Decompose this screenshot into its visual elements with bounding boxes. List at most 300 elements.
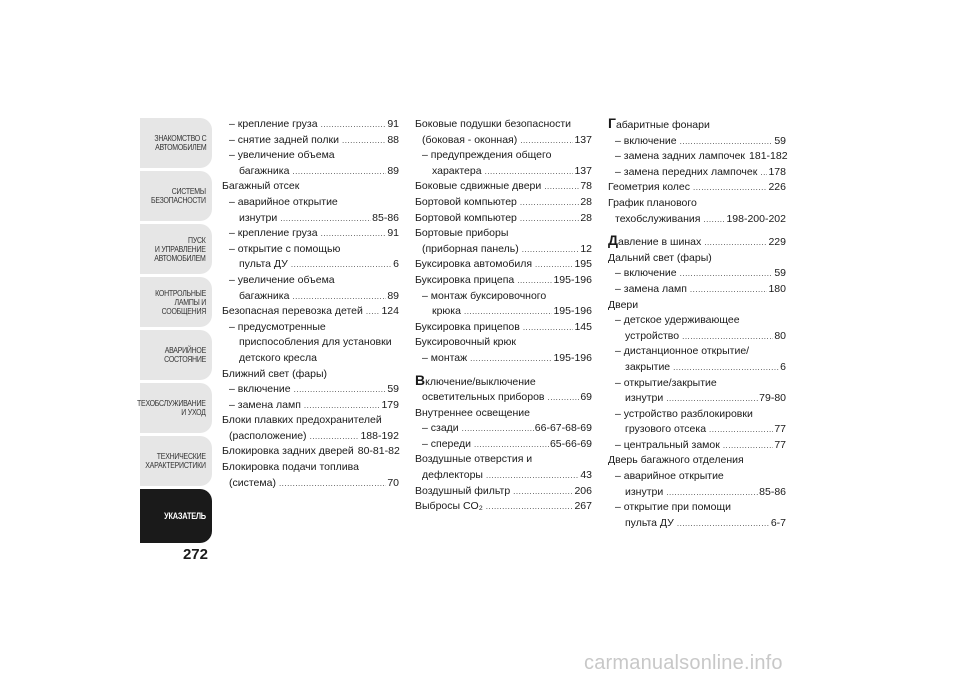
index-entry — [415, 117, 592, 148]
index-term — [608, 251, 712, 267]
index-page-ref[interactable]: 206 — [574, 484, 592, 497]
index-term — [239, 289, 289, 305]
dot-leader — [520, 133, 573, 149]
dot-leader — [760, 165, 767, 181]
index-page-ref[interactable]: 80 — [774, 329, 786, 342]
index-entry — [415, 499, 592, 515]
index-page-ref[interactable]: 137 — [574, 133, 592, 146]
section-sidebar — [137, 118, 212, 546]
index-term-text: (приборная панель) — [422, 242, 519, 255]
index-line — [222, 257, 399, 273]
dot-leader — [693, 180, 767, 196]
index-entry — [608, 469, 786, 500]
index-entry — [222, 382, 399, 398]
index-line — [608, 234, 786, 251]
index-term-text: Бортовой компьютер — [415, 211, 517, 224]
index-term — [415, 195, 517, 211]
index-term — [229, 148, 335, 164]
index-line — [415, 257, 592, 273]
index-term-text: Внутреннее освещение — [415, 406, 530, 419]
index-term — [625, 329, 679, 345]
index-page-ref[interactable]: 59 — [387, 383, 399, 396]
index-line — [415, 289, 592, 305]
index-term-text: – крепление груза — [229, 227, 318, 240]
index-page-ref[interactable]: 70 — [387, 476, 399, 489]
index-term — [222, 460, 359, 476]
index-term — [239, 164, 289, 180]
index-page-ref[interactable]: 179 — [381, 398, 399, 411]
index-line — [415, 351, 592, 367]
index-term-text: – предусмотренные — [229, 320, 326, 333]
dot-leader — [470, 351, 552, 367]
section-initial-letter: В — [415, 371, 426, 388]
index-term — [229, 320, 326, 336]
dot-leader — [703, 212, 725, 228]
index-entry — [222, 273, 399, 304]
index-term-text: (система) — [229, 476, 276, 489]
section-initial-letter: Г — [608, 115, 616, 131]
index-term-text: Блоки плавких предохранителей — [222, 414, 382, 427]
index-term — [415, 484, 510, 500]
index-line — [608, 516, 786, 532]
index-term — [608, 234, 701, 251]
index-page-ref[interactable]: 226 — [768, 181, 786, 194]
dot-leader — [342, 133, 386, 149]
section-tab-5[interactable] — [140, 330, 212, 380]
index-entry — [608, 407, 786, 438]
index-term-text: (расположение) — [229, 429, 307, 442]
page-number: 272 — [182, 546, 208, 563]
index-entry — [608, 149, 786, 165]
index-term — [422, 437, 471, 453]
dot-leader — [321, 117, 387, 133]
index-line — [415, 179, 592, 195]
index-entry — [415, 421, 592, 437]
index-line — [222, 382, 399, 398]
index-term — [415, 335, 516, 351]
dot-leader — [321, 226, 387, 242]
index-column-3 — [608, 117, 786, 531]
index-term — [239, 335, 392, 351]
index-line — [415, 371, 592, 391]
dot-leader — [666, 485, 758, 501]
index-term — [615, 344, 749, 360]
index-term — [229, 382, 291, 398]
index-page-ref[interactable]: 85-86 — [759, 485, 786, 498]
index-line — [222, 413, 399, 429]
index-line — [415, 452, 592, 468]
index-term — [229, 117, 318, 133]
index-term — [415, 257, 532, 273]
index-entry — [222, 398, 399, 414]
index-term — [239, 257, 288, 273]
index-page-ref[interactable]: 6 — [780, 360, 786, 373]
index-entry — [608, 344, 786, 375]
index-entry — [222, 242, 399, 273]
index-term — [608, 196, 697, 212]
index-entry — [222, 413, 399, 444]
index-page-ref[interactable]: 89 — [387, 289, 399, 302]
index-page-ref[interactable]: 91 — [387, 118, 399, 130]
index-entry — [608, 376, 786, 407]
index-term — [615, 500, 731, 516]
index-page-ref[interactable]: 91 — [387, 227, 399, 240]
dot-leader — [474, 437, 549, 453]
index-term-text: – сзади — [422, 422, 459, 435]
dot-leader — [292, 289, 386, 305]
index-term-text: – крепление груза — [229, 118, 318, 130]
index-term-text: Безопасная перевозка детей — [222, 305, 363, 318]
index-term-text: – включение — [615, 267, 677, 280]
index-term-text: Буксировка прицепа — [415, 273, 515, 286]
index-entry — [608, 117, 786, 134]
index-term-text: багажника — [239, 164, 290, 177]
dot-leader — [486, 499, 574, 515]
index-term — [422, 468, 483, 484]
index-term-text: – центральный замок — [615, 438, 720, 451]
section-tab-label: СИСТЕМЫ БЕЗОПАСНОСТИ — [151, 186, 206, 205]
index-term — [222, 179, 299, 195]
index-term — [415, 273, 514, 289]
index-entry — [222, 179, 399, 195]
index-term-text: – замена ламп — [229, 398, 301, 411]
index-page-ref[interactable]: 180 — [768, 282, 786, 295]
index-term — [608, 298, 638, 314]
index-term — [615, 266, 677, 282]
index-term-text: изнутри — [625, 485, 664, 498]
index-term — [415, 226, 508, 242]
index-line — [608, 391, 786, 407]
index-term-text: Выбросы CO₂ — [415, 500, 483, 513]
index-page-ref[interactable]: 78 — [580, 180, 592, 193]
index-line — [415, 335, 592, 351]
index-page-ref[interactable]: 6 — [393, 258, 399, 271]
dot-leader — [535, 257, 573, 273]
index-line — [222, 367, 399, 383]
index-term-text: авление в шинах — [617, 236, 702, 249]
index-term-text: Бортовые приборы — [415, 227, 509, 240]
index-line — [415, 133, 592, 149]
dot-leader — [520, 195, 579, 211]
index-entry — [415, 484, 592, 500]
index-term — [625, 360, 670, 376]
dot-leader — [548, 390, 580, 406]
index-term — [615, 165, 757, 181]
dot-leader — [520, 211, 579, 227]
index-entry — [222, 367, 399, 383]
index-entry — [415, 335, 592, 351]
index-page-ref[interactable]: 195-196 — [553, 273, 592, 286]
index-line — [222, 304, 399, 320]
dot-leader — [292, 164, 386, 180]
index-line — [222, 195, 399, 211]
section-tab-2[interactable] — [140, 171, 212, 221]
index-line — [415, 211, 592, 227]
index-page-ref[interactable]: 188-192 — [360, 429, 399, 442]
index-line — [608, 298, 786, 314]
index-term — [229, 476, 276, 492]
index-line — [222, 211, 399, 227]
index-term-text: Буксировка автомобиля — [415, 258, 533, 271]
index-term-text: Блокировка задних дверей — [222, 445, 354, 458]
index-page-ref[interactable]: 178 — [768, 165, 786, 178]
index-term-text: Дверь багажного отделения — [608, 454, 744, 467]
index-entry — [608, 453, 786, 469]
index-page-ref[interactable]: 85-86 — [372, 211, 399, 224]
index-line — [415, 437, 592, 453]
index-term-text: пульта ДУ — [625, 516, 674, 529]
index-term — [625, 422, 706, 438]
index-term — [415, 117, 571, 133]
index-term-text: (боковая - оконная) — [422, 133, 518, 146]
index-term-text: – дистанционное открытие/ — [615, 345, 750, 358]
index-line — [222, 320, 399, 336]
index-line — [608, 165, 786, 181]
index-page-ref[interactable]: 43 — [580, 469, 592, 482]
index-page-ref[interactable]: 267 — [574, 500, 592, 513]
index-page-ref[interactable]: 77 — [774, 423, 786, 436]
dot-leader — [280, 211, 371, 227]
index-page-ref[interactable]: 79-80 — [759, 392, 786, 405]
index-term-text: устройство — [625, 329, 680, 342]
index-entry — [608, 298, 786, 314]
index-line — [415, 390, 592, 406]
dot-leader — [291, 257, 392, 273]
index-page-ref[interactable]: 145 — [574, 320, 592, 333]
index-line — [608, 407, 786, 423]
index-entry — [222, 117, 399, 133]
index-column-1 — [222, 117, 399, 491]
index-term-text: – замена ламп — [615, 282, 687, 295]
index-term — [229, 226, 318, 242]
dot-leader — [682, 329, 773, 345]
index-term — [608, 453, 744, 469]
index-entry — [222, 133, 399, 149]
index-line — [608, 422, 786, 438]
index-term-text: техобслуживания — [615, 212, 701, 225]
section-tab-label: ТЕХОБСЛУЖИВАНИЕ И УХОД — [137, 398, 206, 417]
index-line — [608, 196, 786, 212]
index-line — [222, 273, 399, 289]
dot-leader — [366, 304, 381, 320]
index-term-text: Багажный отсек — [222, 180, 300, 193]
index-page-ref[interactable]: 69 — [580, 391, 592, 404]
dot-leader — [522, 242, 580, 258]
index-line — [222, 289, 399, 305]
index-entry — [608, 500, 786, 531]
section-tab-4[interactable] — [140, 277, 212, 327]
index-term-text: Боковые подушки безопасности — [415, 118, 572, 130]
index-entry — [608, 282, 786, 298]
index-term-text: – увеличение объема — [229, 273, 335, 286]
index-term — [415, 406, 530, 422]
index-page-ref[interactable]: 65-66-69 — [549, 437, 592, 450]
section-tab-label: АВАРИЙНОЕ СОСТОЯНИЕ — [164, 345, 206, 364]
index-page-ref[interactable]: 28 — [580, 195, 592, 208]
index-term — [239, 351, 317, 367]
index-page-ref[interactable]: 12 — [580, 242, 592, 255]
index-term — [229, 195, 338, 211]
index-line — [608, 313, 786, 329]
index-line — [608, 266, 786, 282]
index-line — [608, 376, 786, 392]
section-tab-6[interactable] — [137, 383, 212, 433]
index-line — [608, 485, 786, 501]
index-page-ref[interactable]: 229 — [768, 236, 786, 249]
index-entry — [222, 304, 399, 320]
index-line — [415, 484, 592, 500]
index-page-ref[interactable]: 59 — [774, 134, 786, 147]
index-term-text: – спереди — [422, 437, 471, 450]
index-term — [229, 398, 301, 414]
index-page-ref[interactable]: 77 — [774, 438, 786, 451]
index-line — [222, 133, 399, 149]
index-page-ref[interactable]: 88 — [387, 133, 399, 146]
index-term-text: абаритные фонари — [615, 119, 710, 131]
section-tab-3[interactable] — [140, 224, 212, 274]
section-tab-label: УКАЗАТЕЛЬ — [164, 510, 206, 521]
index-term-text: Двери — [608, 298, 639, 311]
index-page-ref[interactable]: 181-182 — [749, 150, 788, 163]
index-term — [432, 164, 482, 180]
index-term-text: – включение — [615, 134, 677, 147]
index-term — [229, 273, 335, 289]
index-page-ref[interactable]: 195-196 — [553, 305, 592, 318]
index-term-text: – открытие при помощи — [615, 501, 731, 514]
index-line — [415, 164, 592, 180]
index-page-ref[interactable]: 28 — [580, 211, 592, 224]
dot-leader — [517, 273, 552, 289]
index-line — [222, 164, 399, 180]
index-term — [415, 371, 536, 391]
index-term-text: изнутри — [239, 211, 278, 224]
index-entry — [222, 460, 399, 491]
index-line — [608, 469, 786, 485]
index-term — [615, 469, 724, 485]
index-term — [625, 516, 674, 532]
index-line — [222, 335, 399, 351]
index-term-text: осветительных приборов — [422, 391, 545, 404]
index-line — [415, 226, 592, 242]
index-term-text: Геометрия колес — [608, 181, 691, 194]
section-tab-label: ТЕХНИЧЕСКИЕ ХАРАКТЕРИСТИКИ — [145, 451, 206, 470]
index-term — [625, 391, 663, 407]
section-tab-1[interactable] — [140, 118, 212, 168]
index-term-text: крюка — [432, 305, 461, 318]
index-line — [415, 148, 592, 164]
dot-leader — [677, 516, 770, 532]
index-term — [239, 211, 277, 227]
section-tab-7[interactable] — [140, 436, 212, 486]
index-term — [415, 452, 532, 468]
index-line — [222, 226, 399, 242]
index-entry — [608, 165, 786, 181]
index-line — [222, 242, 399, 258]
index-term-text: закрытие — [625, 360, 671, 373]
index-entry — [608, 438, 786, 454]
index-term — [222, 444, 354, 460]
index-term-text: – устройство разблокировки — [615, 407, 753, 420]
dot-leader — [486, 468, 579, 484]
index-line — [415, 304, 592, 320]
index-line — [222, 476, 399, 492]
index-term — [608, 180, 690, 196]
index-term — [615, 149, 745, 165]
index-entry — [415, 273, 592, 289]
index-entry — [415, 211, 592, 227]
index-term — [222, 304, 363, 320]
index-term-text: – монтаж — [422, 351, 468, 364]
index-line — [608, 438, 786, 454]
index-term — [229, 133, 339, 149]
index-entry — [222, 195, 399, 226]
index-term — [615, 407, 753, 423]
index-entry — [608, 266, 786, 282]
index-line — [608, 360, 786, 376]
index-page-ref[interactable]: 195 — [574, 258, 592, 271]
index-term — [422, 148, 551, 164]
index-term — [615, 438, 720, 454]
index-page-ref[interactable]: 89 — [387, 164, 399, 177]
dot-leader — [485, 164, 574, 180]
index-term-text: Боковые сдвижные двери — [415, 180, 542, 193]
index-entry — [608, 180, 786, 196]
index-line — [222, 444, 399, 460]
index-entry — [608, 196, 786, 227]
section-tab-8[interactable] — [140, 489, 212, 543]
index-line — [415, 406, 592, 422]
index-term — [229, 242, 340, 258]
index-page-ref[interactable]: 6-7 — [770, 516, 786, 529]
index-page-ref[interactable]: 59 — [774, 267, 786, 280]
index-entry — [415, 289, 592, 320]
index-entry — [415, 452, 592, 483]
index-line — [608, 117, 786, 134]
dot-leader — [673, 360, 779, 376]
index-entry — [222, 226, 399, 242]
index-term-text: Воздушный фильтр — [415, 484, 511, 497]
section-tab-label: КОНТРОЛЬНЫЕ ЛАМПЫ И СООБЩЕНИЯ — [155, 287, 206, 316]
index-term — [615, 282, 687, 298]
index-line — [415, 195, 592, 211]
section-tab-label: ПУСК И УПРАВЛЕНИЕ АВТОМОБИЛЕМ — [154, 234, 206, 263]
index-term — [222, 413, 382, 429]
index-page-ref[interactable]: 198-200-202 — [726, 212, 786, 225]
index-entry — [415, 179, 592, 195]
index-term-text: – детское удерживающее — [615, 314, 740, 327]
index-term-text: Дальний свет (фары) — [608, 251, 712, 264]
index-line — [222, 351, 399, 367]
dot-leader — [544, 179, 579, 195]
index-term — [415, 320, 520, 336]
index-entry — [415, 195, 592, 211]
dot-leader — [513, 484, 573, 500]
index-term — [422, 390, 545, 406]
index-page-ref[interactable]: 195-196 — [553, 351, 592, 364]
index-line — [608, 282, 786, 298]
index-term — [615, 313, 740, 329]
index-term — [625, 485, 663, 501]
index-page-ref[interactable]: 80-81-82 — [357, 445, 400, 458]
section-initial-letter: Д — [608, 232, 618, 249]
index-page-ref[interactable]: 137 — [574, 164, 592, 177]
index-term-text: – открытие с помощью — [229, 242, 341, 255]
section-tab-label: ЗНАКОМСТВО С АВТОМОБИЛЕМ — [153, 133, 206, 152]
index-page-ref[interactable]: 124 — [381, 305, 399, 318]
index-term-text: – снятие задней полки — [229, 133, 340, 146]
index-line — [608, 329, 786, 345]
index-page-ref[interactable]: 66-67-68-69 — [534, 422, 592, 435]
